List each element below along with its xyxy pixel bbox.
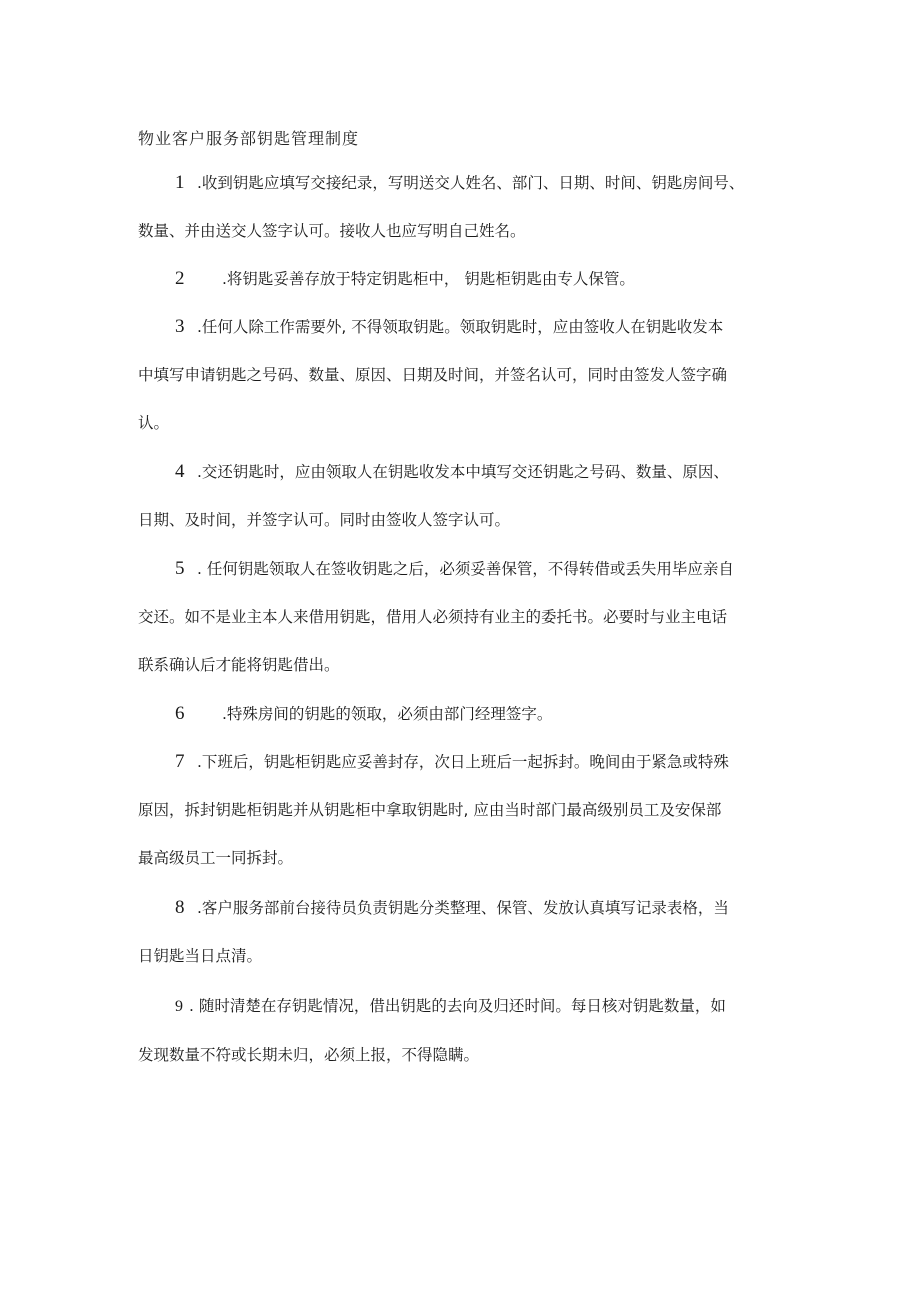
clause-line (138, 738, 788, 786)
clause-line: 日期、及时间，并签字认可。同时由签收人签字认可。 (138, 511, 511, 529)
clause-number: 6 (175, 703, 185, 724)
clause-line: 最高级员工一同拆封。 (138, 849, 294, 867)
clause-line: 认。 (138, 414, 170, 432)
clause-7 (138, 738, 788, 882)
clause-line: 日钥匙当日点清。 (138, 947, 263, 965)
clause-1 (138, 159, 788, 255)
clause-line (138, 303, 788, 351)
clause-text: .收到钥匙应填写交接纪录，写明送交人姓名、部门、日期、时间、钥匙房间号、 (197, 174, 745, 192)
clause-line: 交还。如不是业主本人来借用钥匙，借用人必须持有业主的委托书。必要时与业主电话 (138, 608, 728, 626)
clause-line (138, 884, 788, 932)
clause-number: 7 (175, 751, 185, 772)
clause-line: 发现数量不符或长期未归，必须上报，不得隐瞒。 (138, 1046, 480, 1064)
clause-line (138, 159, 788, 207)
clause-line (138, 982, 788, 1031)
clause-line: 原因，拆封钥匙柜钥匙并从钥匙柜中拿取钥匙时, 应由当时部门最高级别员工及安保部 (138, 801, 722, 819)
clause-line (138, 255, 788, 303)
clause-6 (138, 690, 788, 738)
clause-4 (138, 448, 788, 544)
clause-5 (138, 545, 788, 689)
clause-number: 2 (175, 268, 185, 289)
clause-2 (138, 255, 788, 303)
clause-text: . 随时清楚在存钥匙情况，借出钥匙的去向及归还时间。每日核对钥匙数量，如 (189, 997, 726, 1015)
clause-number: 4 (175, 461, 185, 482)
clause-number: 3 (175, 316, 185, 337)
clause-text: .特殊房间的钥匙的领取，必须由部门经理签字。 (222, 705, 553, 723)
clause-text: .将钥匙妥善存放于特定钥匙柜中， 钥匙柜钥匙由专人保管。 (222, 270, 635, 288)
clause-line (138, 545, 788, 593)
clause-line: 联系确认后才能将钥匙借出。 (138, 656, 340, 674)
clause-text: .下班后，钥匙柜钥匙应妥善封存，次日上班后一起拆封。晚间由于紧急或特殊 (197, 753, 729, 771)
clause-line (138, 690, 788, 738)
clause-8 (138, 884, 788, 980)
clause-text: .客户服务部前台接待员负责钥匙分类整理、保管、发放认真填写记录表格，当 (197, 899, 729, 917)
clause-line: 中填写申请钥匙之号码、数量、原因、日期及时间，并签名认可，同时由签发人签字确 (138, 366, 728, 384)
document-title: 物业客户服务部钥匙管理制度 (138, 129, 360, 148)
clause-9 (138, 982, 788, 1079)
clause-text: .任何人除工作需要外, 不得领取钥匙。领取钥匙时，应由签收人在钥匙收发本 (197, 318, 724, 336)
clause-3 (138, 303, 788, 447)
clause-line (138, 448, 788, 496)
clause-number: 8 (175, 897, 185, 918)
clause-number: 9 (175, 998, 183, 1015)
clause-text: . 任何钥匙领取人在签收钥匙之后，必须妥善保管，不得转借或丢失用毕应亲自 (197, 560, 734, 578)
clause-line: 数量、并由送交人签字认可。接收人也应写明自己姓名。 (138, 222, 526, 240)
clause-number: 1 (175, 172, 185, 193)
clause-number: 5 (175, 558, 185, 579)
clause-text: .交还钥匙时，应由领取人在钥匙收发本中填写交还钥匙之号码、数量、原因、 (197, 463, 729, 481)
